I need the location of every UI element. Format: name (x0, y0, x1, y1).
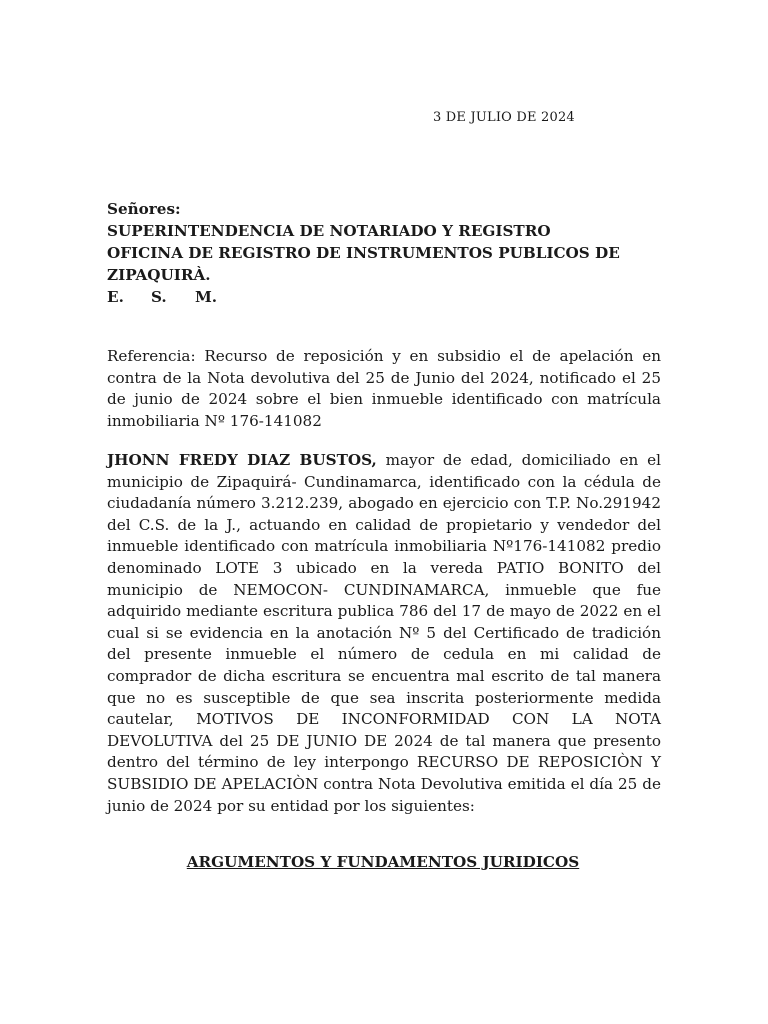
author-name: JHONN FREDY DIAZ BUSTOS, (107, 451, 377, 469)
salutation: Señores: (107, 200, 181, 218)
esm-m: M. (195, 288, 218, 306)
esm-line (107, 286, 667, 308)
addressee-line-1: SUPERINTENDENCIA DE NOTARIADO Y REGISTRO (107, 222, 551, 240)
section-heading-text: ARGUMENTOS Y FUNDAMENTOS JURIDICOS (186, 853, 580, 871)
reference-paragraph: Referencia: Recurso de reposición y en subsidio el de apelación en contra de la Nota devolutiva del 25 de Junio del 2024, notificado el 25 de junio de 2024 sobre el bien inmueble identificado con matrícula inmobiliaria Nº 176-141082 (107, 347, 661, 430)
body-paragraph (107, 450, 661, 817)
addressee-line-2: OFICINA DE REGISTRO DE INSTRUMENTOS PUBLICOS DE (107, 244, 620, 262)
section-heading (0, 853, 768, 871)
letter-date: 3 DE JULIO DE 2024 (433, 110, 575, 125)
esm-e: E. (107, 288, 124, 306)
body-text: mayor de edad, domiciliado en el municipio de Zipaquirá- Cundinamarca, identificado con la cédula de ciudadanía número 3.212.239, abogado en ejercicio con T.P. No.291942 del C.S. de la J., actuando en calidad de propietario y vendedor del inmueble identificado con matrícula inmobiliaria Nº176-141082 predio denominado LOTE 3 ubicado en la vereda PATIO BONITO del municipio de NEMOCON- CUNDINAMARCA, inmueble que fue adquirido mediante escritura publica 786 del 17 de mayo de 2022 en el cual si se evidencia en la anotación Nº 5 del Certificado de tradición del presente inmueble el número de cedula en mi calidad de comprador de dicha escritura se encuentra mal escrito de tal manera que no es susceptible de que sea inscrita posteriormente medida cautelar, MOTIVOS DE INCONFORMIDAD CON LA NOTA DEVOLUTIVA del 25 DE JUNIO DE 2024 de tal manera que presento dentro del término de ley interpongo RECURSO DE REPOSICIÒN Y SUBSIDIO DE APELACIÒN contra Nota Devolutiva emitida el día 25 de junio de 2024 por su entidad por los siguientes: (107, 451, 661, 815)
esm-s: S. (151, 288, 167, 306)
addressee-block (107, 198, 667, 308)
addressee-line-3: ZIPAQUIRÀ. (107, 266, 211, 284)
